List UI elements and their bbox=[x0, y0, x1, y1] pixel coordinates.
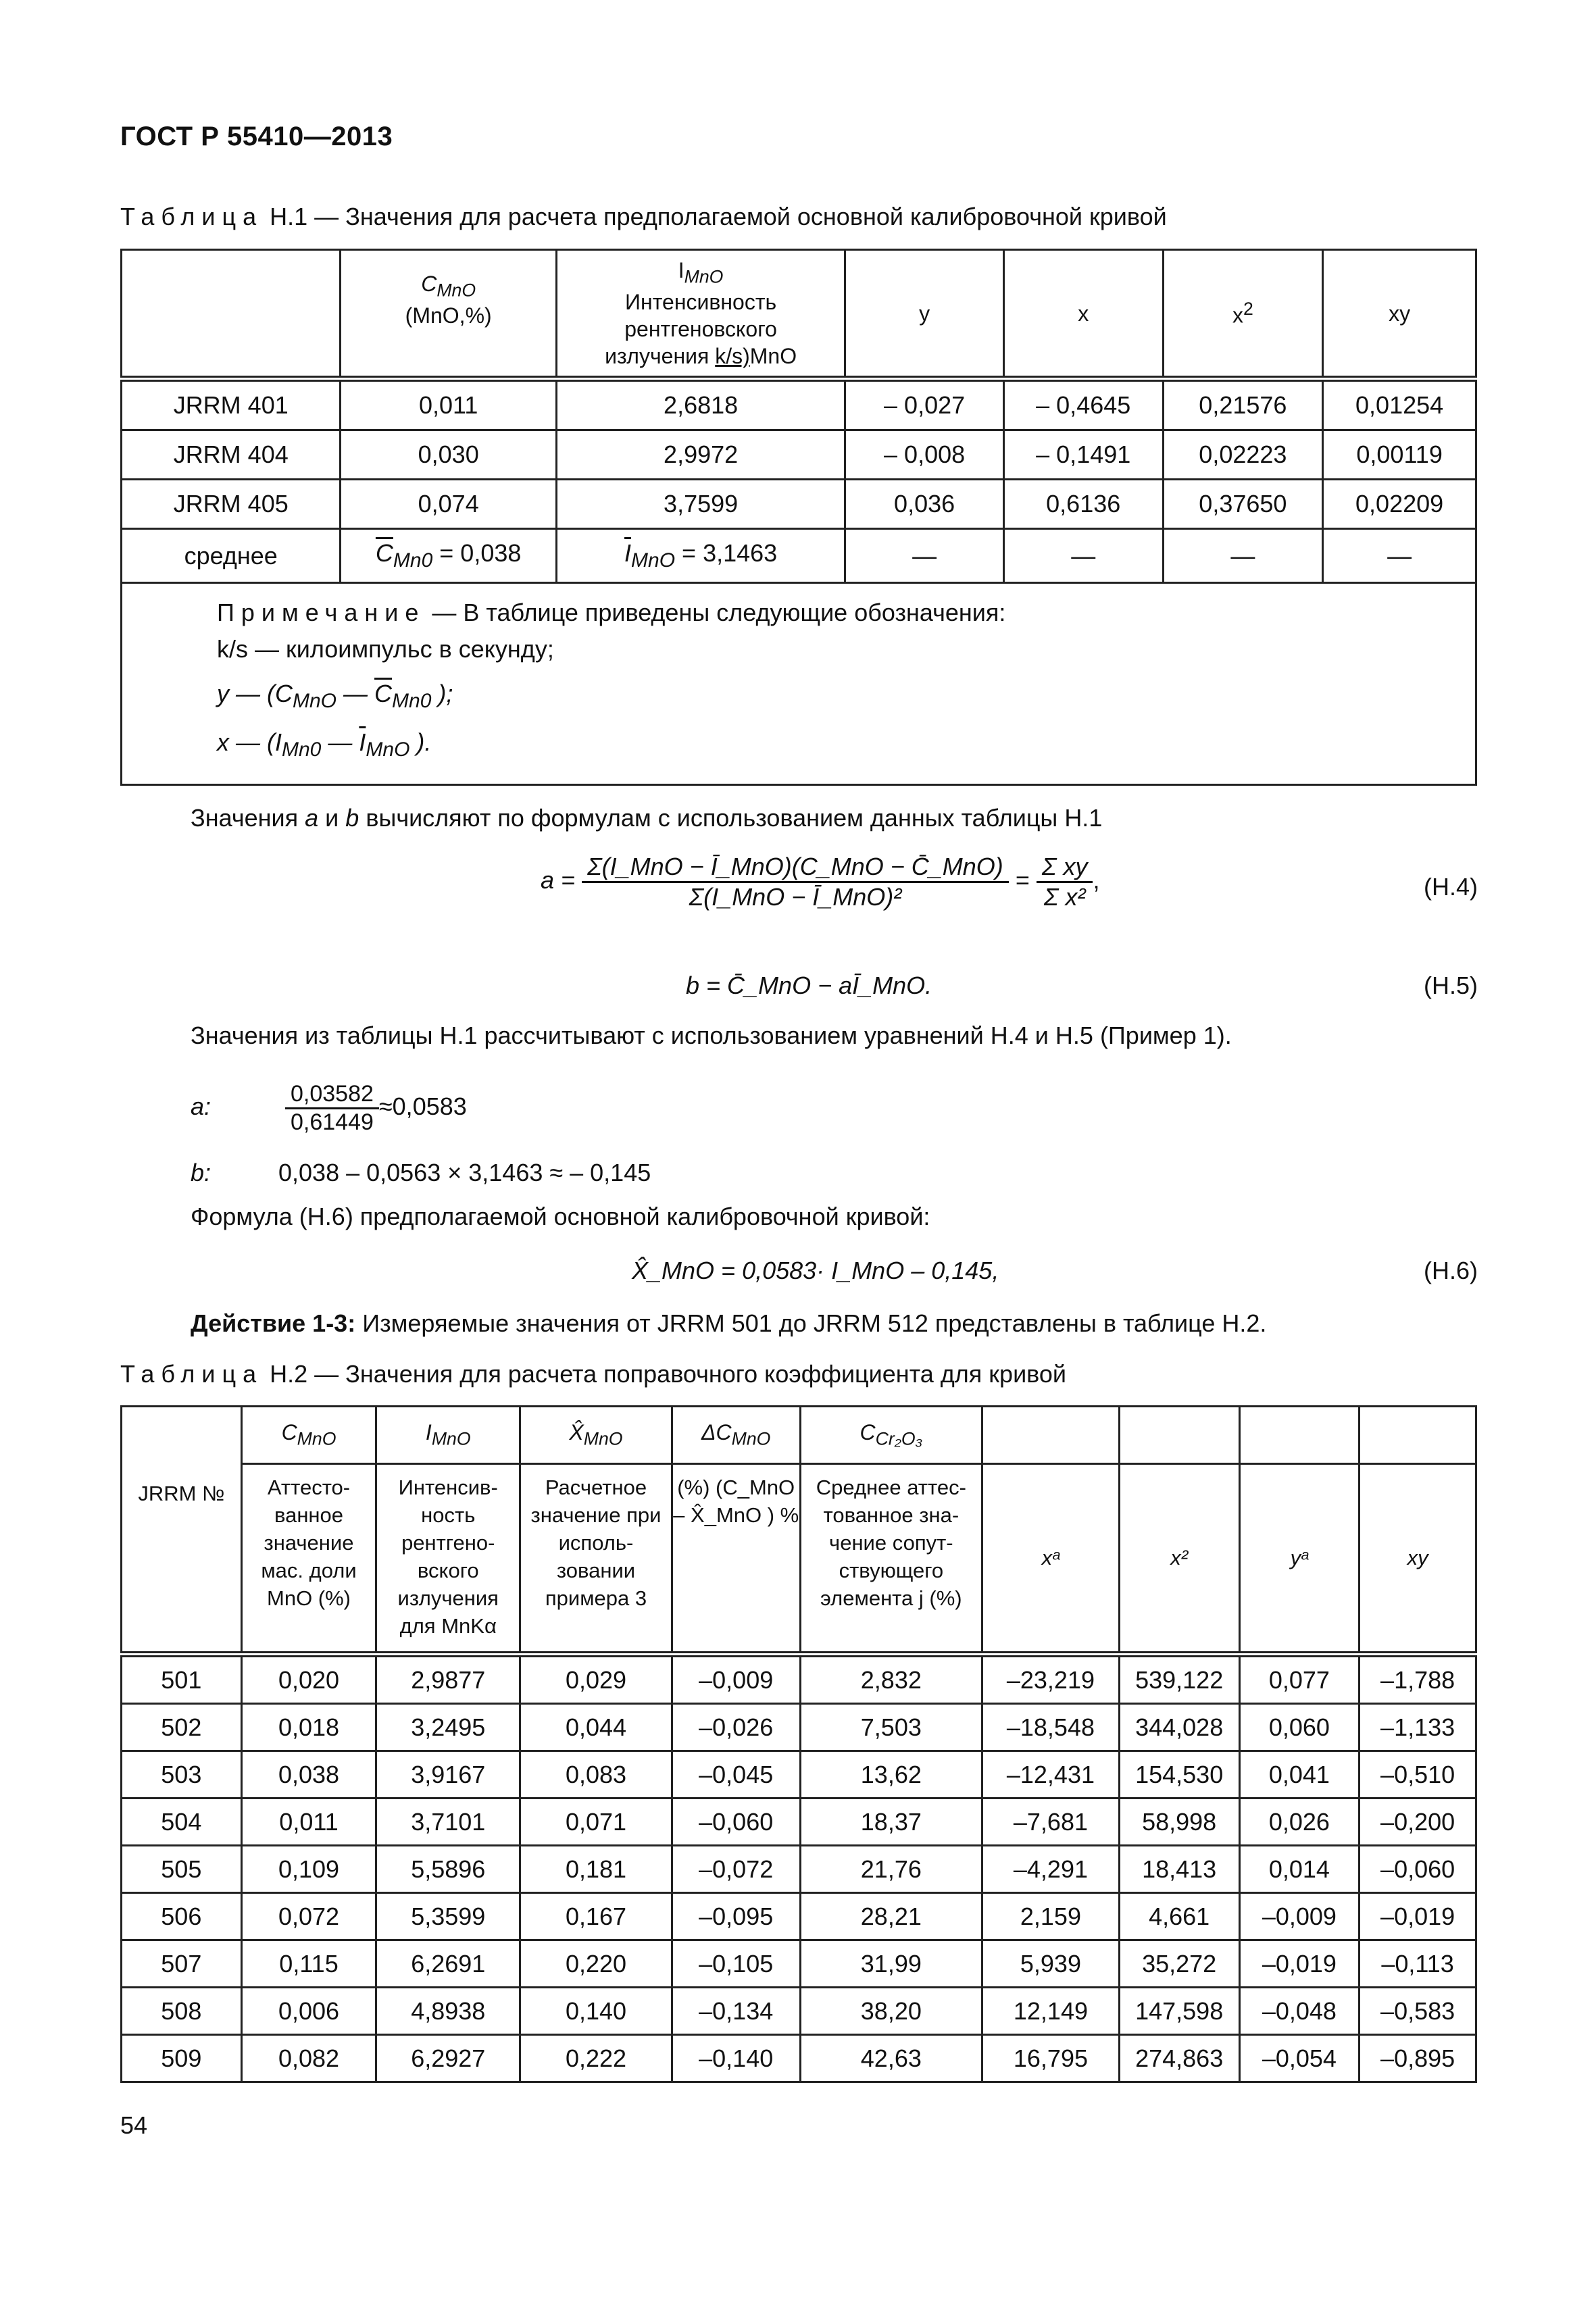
table1 bbox=[120, 249, 1477, 786]
mean-i: $\overline{I}_{MnO} = 3,1463$ bbox=[556, 529, 845, 583]
table2-symbol-row: JRRM № $C_{MnO}$ $I_{MnO}$ $X̂_{MnO}$ $\Delta C_{MnO}$ $C_{Cr_2O_3}$ bbox=[122, 1407, 1476, 1464]
table1-header-y: y bbox=[845, 250, 1004, 379]
equation-h6-label: (Н.6) bbox=[1424, 1257, 1478, 1284]
table2-caption: Таблица Н.2 — Значения для расчета поправочного коэффициента для кривой bbox=[120, 1360, 1067, 1388]
table1-caption-prefix: Таблица bbox=[120, 203, 264, 230]
table1-header-i: $I_{MnO}$ Интенсивность рентгеновского излучения k/s)MnO bbox=[556, 250, 845, 379]
table1-mean-row: среднее $\overline{C}_{Mn0} = 0,038$ $\overline{I}_{MnO} = 3,1463$ — — — — bbox=[122, 529, 1476, 583]
table1-row: JRRM 404 0,030 2,9972 – 0,008 – 0,1491 0,02223 0,00119 bbox=[122, 430, 1476, 480]
document-header: ГОСТ Р 55410—2013 bbox=[120, 122, 393, 151]
table2-row: 505 0,109 5,5896 0,181 –0,072 21,76 –4,291 18,413 0,014 –0,060 bbox=[122, 1846, 1476, 1893]
equation-h4: a = $\frac{\text{Σ(I\_MnO − Ī\_MnO)(C\_MnO − C̄\_MnO)}}{\text{Σ(I\_MnO − Ī\_MnO)²}}$ = $\frac{\text{Σ xy}}{\text{Σ x²}}$ , bbox=[541, 853, 1100, 911]
table1-note: Примечание — В таблице приведены следующие обозначения: k/s — килоимпульс в секунду; y — ($C_{MnO}$ — $\overline{C}_{Mn0}$ ); x — ($I_{Mn0}$ — $\overline{I}_{MnO}$ ). bbox=[122, 583, 1476, 785]
table1-header-row bbox=[122, 250, 1476, 379]
table1-header-x: x bbox=[1003, 250, 1163, 379]
table1-row: JRRM 401 0,011 2,6818 – 0,027 – 0,4645 0,21576 0,01254 bbox=[122, 379, 1476, 430]
table2 bbox=[120, 1405, 1477, 2083]
calc-a: a: $\frac{0,03582}{0,61449}$ ≈0,0583 bbox=[191, 1081, 467, 1135]
table2-row: 506 0,072 5,3599 0,167 –0,095 28,21 2,159 4,661 –0,009 –0,019 bbox=[122, 1893, 1476, 1940]
calc-b: b: 0,038 – 0,0563 × 3,1463 ≈ – 0,145 bbox=[191, 1159, 651, 1186]
table2-jrrm-header: JRRM № bbox=[122, 1407, 242, 1655]
paragraph-values: Значения из таблицы Н.1 рассчитывают с использованием уравнений Н.4 и Н.5 (Пример 1). bbox=[191, 1022, 1232, 1049]
equation-h6: X̂_MnO = 0,0583· I_MnO – 0,145, bbox=[632, 1257, 999, 1284]
table2-row: 501 0,020 2,9877 0,029 –0,009 2,832 –23,219 539,122 0,077 –1,788 bbox=[122, 1655, 1476, 1704]
table1-header-x2: $x^2$ bbox=[1163, 250, 1323, 379]
paragraph-formula: Формула (Н.6) предполагаемой основной калибровочной кривой: bbox=[191, 1203, 930, 1230]
table2-description-row: Аттесто-ванное значение мас. доли MnO (%) Интенсив-ность рентгено-вского излучения для MnKα Расчетное значение при исполь-зовании примера 3 (%) (C_MnO – X̂_MnO ) % Среднее аттес-тованное зна-чение сопут-ствующего элемента j (%) xᵃ x² yᵃ xy bbox=[122, 1464, 1476, 1655]
table1-header-c: $C_{MnO}$ (MnO,%) bbox=[341, 250, 556, 379]
mean-c: $\overline{C}_{Mn0} = 0,038$ bbox=[341, 529, 556, 583]
mean-label: среднее bbox=[122, 529, 341, 583]
table1-header-xy: xy bbox=[1323, 250, 1476, 379]
table2-row: 508 0,006 4,8938 0,140 –0,134 38,20 12,149 147,598 –0,048 –0,583 bbox=[122, 1988, 1476, 2035]
table2-row: 507 0,115 6,2691 0,220 –0,105 31,99 5,939 35,272 –0,019 –0,113 bbox=[122, 1940, 1476, 1988]
table2-row: 503 0,038 3,9167 0,083 –0,045 13,62 –12,431 154,530 0,041 –0,510 bbox=[122, 1751, 1476, 1799]
table1-note-row bbox=[122, 583, 1476, 785]
table2-row: 504 0,011 3,7101 0,071 –0,060 18,37 –7,681 58,998 0,026 –0,200 bbox=[122, 1799, 1476, 1846]
table2-row: 509 0,082 6,2927 0,222 –0,140 42,63 16,795 274,863 –0,054 –0,895 bbox=[122, 2035, 1476, 2082]
page-number: 54 bbox=[120, 2111, 148, 2139]
table1-row: JRRM 405 0,074 3,7599 0,036 0,6136 0,37650 0,02209 bbox=[122, 480, 1476, 529]
table1-caption bbox=[120, 203, 1167, 231]
table2-row: 502 0,018 3,2495 0,044 –0,026 7,503 –18,548 344,028 0,060 –1,133 bbox=[122, 1704, 1476, 1751]
equation-h5-label: (Н.5) bbox=[1424, 972, 1478, 999]
paragraph-ab: Значения a и b вычисляют по формулам с использованием данных таблицы Н.1 bbox=[191, 804, 1103, 832]
equation-h4-label: (Н.4) bbox=[1424, 873, 1478, 901]
table1-caption-text: Н.1 — Значения для расчета предполагаемой основной калибровочной кривой bbox=[263, 203, 1167, 230]
equation-h5: b = C̄_MnO − aĪ_MnO. bbox=[686, 972, 932, 999]
table1-header-empty bbox=[122, 250, 341, 379]
action-paragraph: Действие 1-3: Измеряемые значения от JRRM 501 до JRRM 512 представлены в таблице Н.2. bbox=[191, 1309, 1267, 1337]
